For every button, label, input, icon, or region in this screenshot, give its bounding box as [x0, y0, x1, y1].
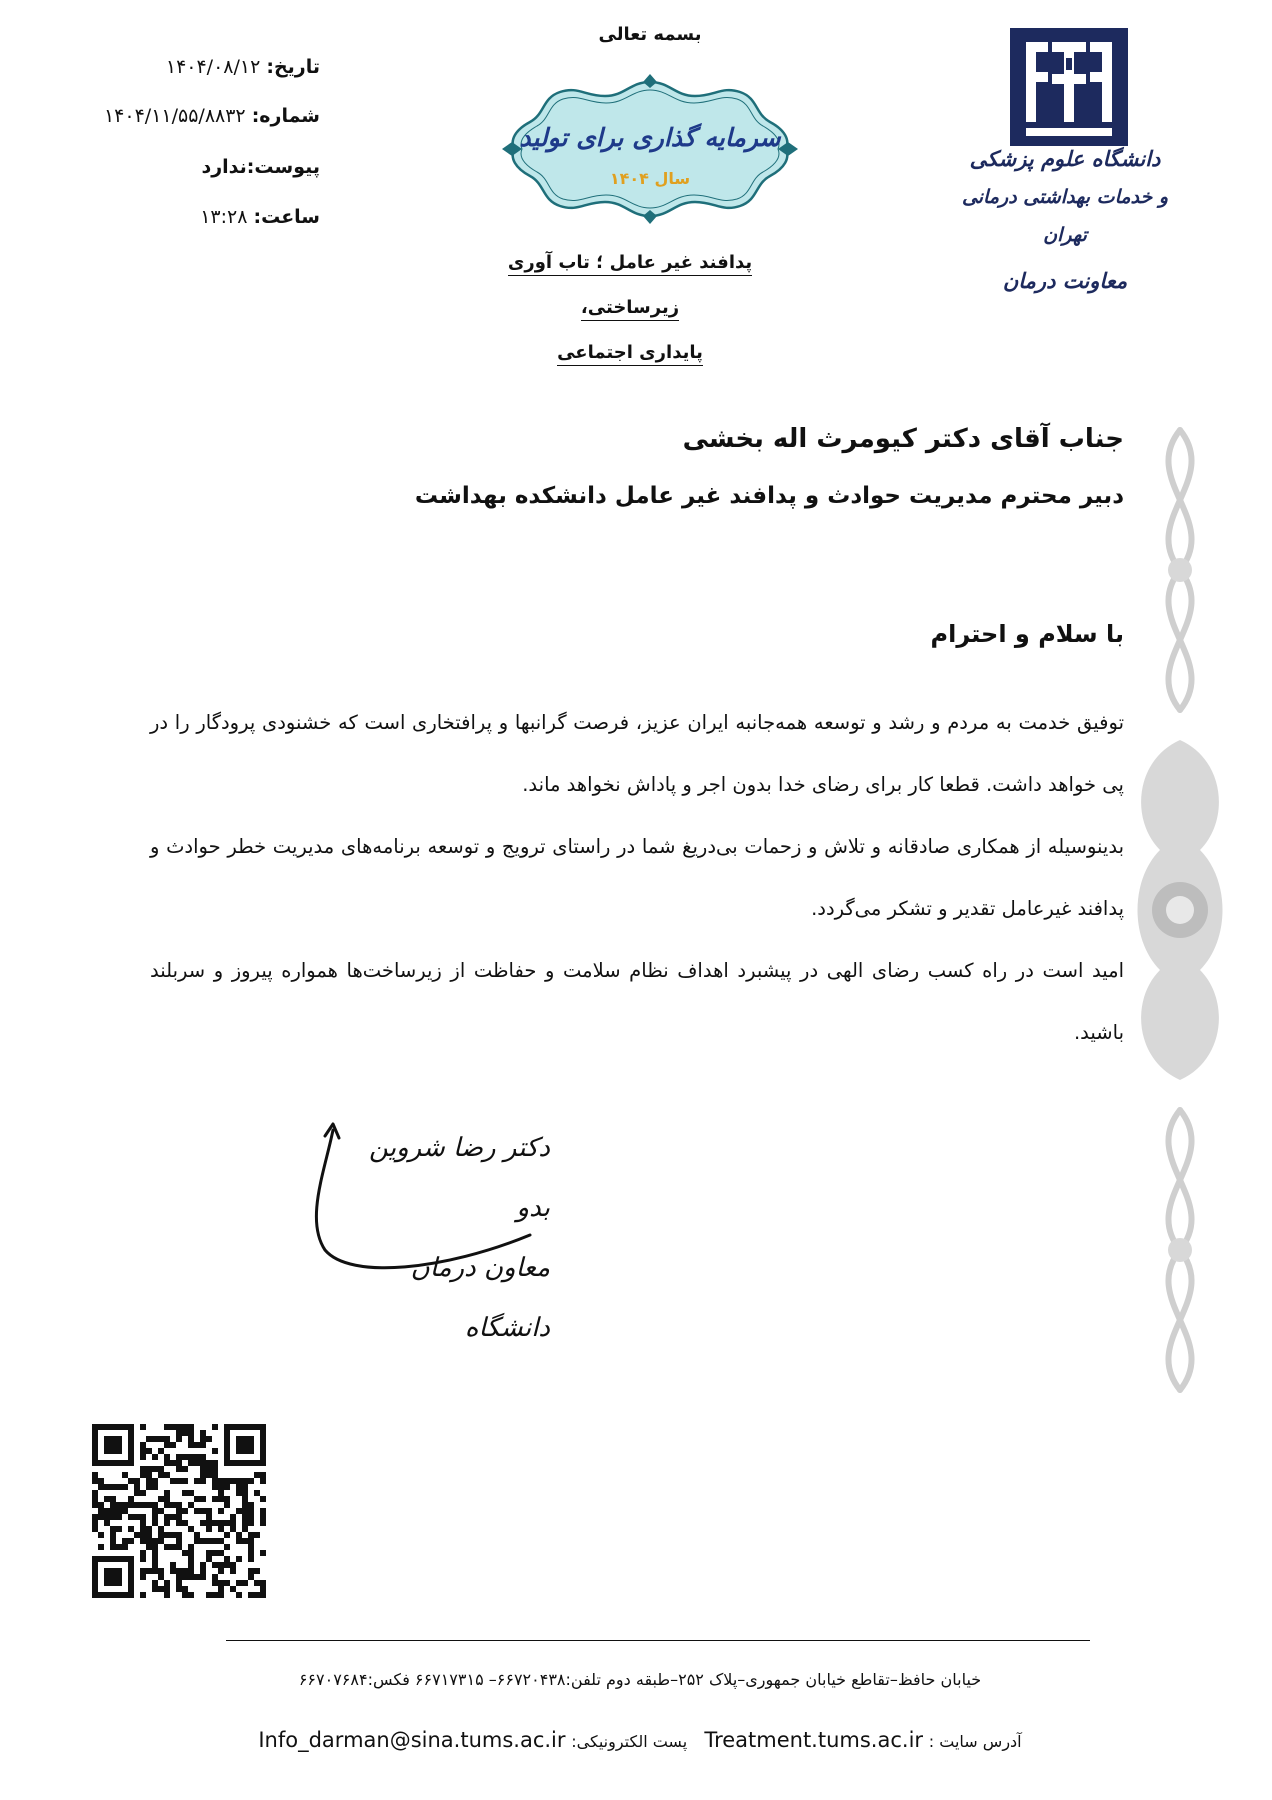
email-link[interactable]: Info_darman@sina.tums.ac.ir: [258, 1728, 566, 1752]
qr-code: [92, 1424, 266, 1598]
body-paragraph-1: توفیق خدمت به مردم و رشد و توسعه همه‌جانبه ایران عزیز، فرصت گرانبها و پرافتخاری است که خشنودی پرودگار را در پی خواهد داشت. قطعا کار برای رضای خدا بدون اجر و پاداش نخواهد ماند.: [150, 711, 1124, 796]
defense-line-2: پایداری اجتماعی: [557, 342, 703, 366]
signature-name: دکتر رضا شروین بدو: [369, 1133, 550, 1223]
attachment-text: پیوست:ندارد: [201, 156, 320, 178]
time-label: ساعت:: [253, 206, 320, 228]
email-label: پست الکترونیکی:: [571, 1732, 688, 1751]
site-link[interactable]: Treatment.tums.ac.ir: [704, 1728, 924, 1752]
attachment-row: [201, 156, 320, 178]
logo-line-3: معاونت درمان: [1002, 268, 1128, 293]
time-row: [200, 206, 320, 228]
university-logo-icon: [1010, 28, 1128, 146]
slogan-year-text: سال ۱۴۰۴: [609, 169, 691, 188]
body-paragraph-3: امید است در راه کسب رضای الهی در پیشبرد اهداف نظام سلامت و حفاظت از زیرساخت‌ها همواره پیروز و سربلند باشید.: [150, 959, 1124, 1044]
ornament-watermark: [1130, 420, 1230, 1400]
date-label: تاریخ:: [266, 56, 320, 78]
body-paragraph-2: بدینوسیله از همکاری صادقانه و تلاش و زحمات بی‌دریغ شما در راستای ترویج و توسعه برنامه‌های مدیریت خطر حوادث و پدافند غیرعامل تقدیر و تشکر می‌گردد.: [150, 835, 1124, 920]
footer-contact: [200, 1728, 1080, 1752]
addressee-name: جناب آقای دکتر کیومرث اله بخشی: [682, 424, 1124, 454]
slogan-main-text: سرمایه گذاری برای تولید: [519, 123, 781, 152]
date-value: ۱۴۰۴/۰۸/۱۲: [165, 56, 261, 78]
basmala: بسمه تعالی: [598, 24, 702, 45]
number-row: [104, 105, 320, 127]
passive-defense-slogan: [470, 240, 790, 375]
footer-divider: [226, 1640, 1090, 1641]
date-row: [166, 56, 320, 78]
logo-line-2: و خدمات بهداشتی درمانی تهران: [961, 186, 1169, 246]
number-value: ۱۴۰۴/۱۱/۵۵/۸۸۳۲: [103, 105, 246, 127]
signature-block: [330, 1118, 550, 1358]
signature-title: معاون درمان دانشگاه: [410, 1253, 550, 1343]
number-label: شماره:: [251, 105, 320, 127]
defense-line-1: پدافند غیر عامل ؛ تاب آوری زیرساختی،: [508, 252, 752, 321]
footer-address: خیابان حافظ–تقاطع خیابان جمهوری–پلاک ۲۵۲–طبقه دوم تلفن:۶۶۷۲۰۴۳۸– ۶۶۷۱۷۳۱۵ فکس:۶۶۷۰۷۶۸۴: [298, 1670, 982, 1689]
slogan-emblem: [500, 74, 800, 224]
addressee-title: دبیر محترم مدیریت حوادث و پدافند غیر عامل دانشکده بهداشت: [414, 483, 1124, 509]
time-value: ۱۳:۲۸: [200, 206, 248, 228]
greeting: با سلام و احترام: [930, 620, 1124, 648]
site-label: آدرس سایت :: [928, 1732, 1022, 1751]
logo-line-1: دانشگاه علوم پزشکی: [969, 146, 1161, 171]
logo-caption: [960, 140, 1170, 300]
